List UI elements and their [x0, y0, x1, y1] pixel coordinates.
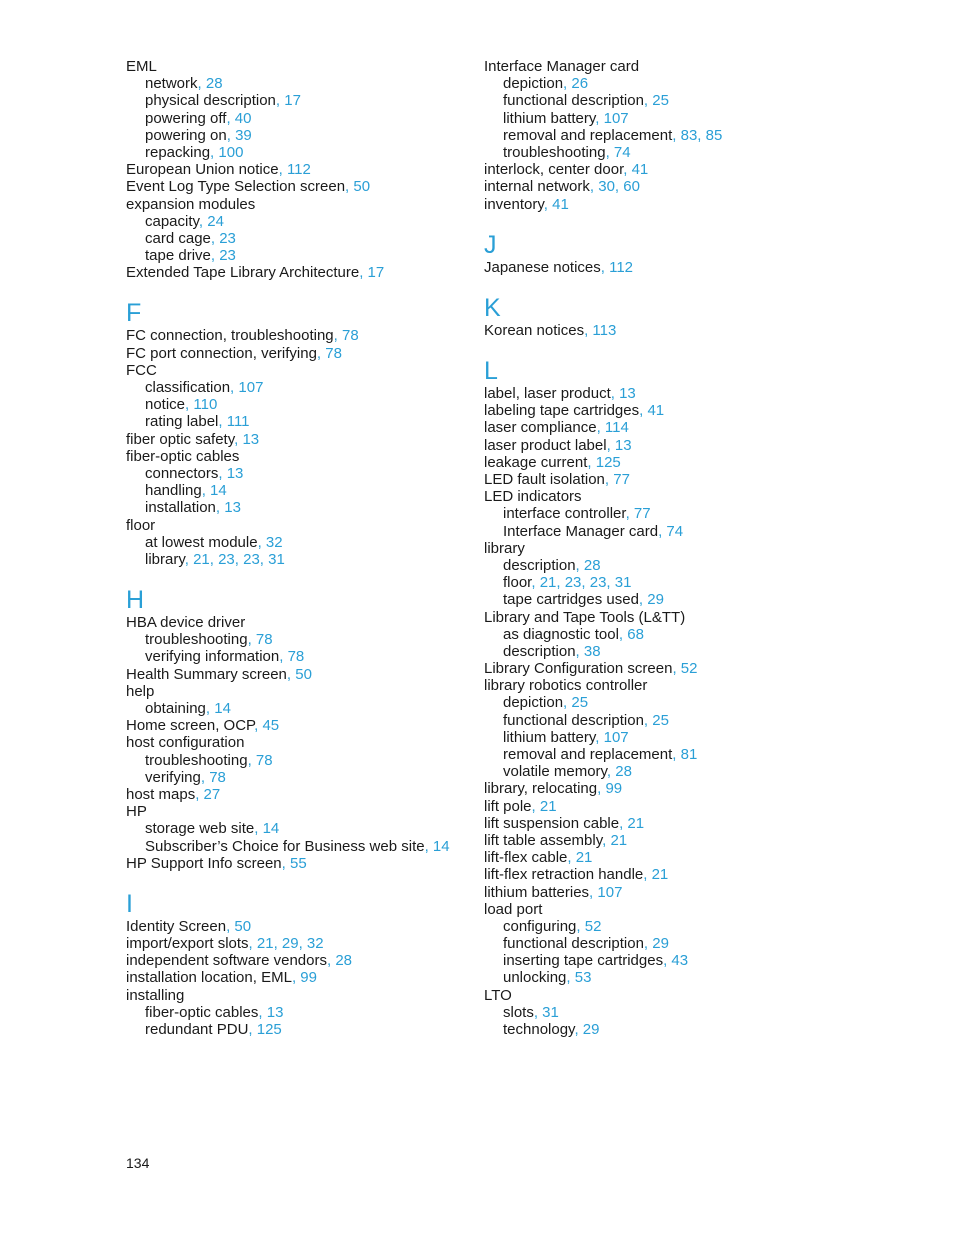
page-reference-link[interactable]: , 100 [210, 143, 244, 161]
index-subentry [484, 763, 844, 780]
page-reference-link[interactable]: , 14 [254, 820, 280, 838]
index-term: depiction [503, 694, 564, 712]
page-reference-link[interactable]: , 50 [286, 665, 312, 683]
index-term: removal and replacement [503, 746, 673, 763]
index-term: LED indicators [484, 488, 582, 506]
index-entry [484, 987, 844, 1004]
page-reference-link[interactable]: , 17 [359, 264, 385, 282]
index-term: powering off [145, 109, 227, 127]
page-reference-link[interactable]: , 125 [587, 453, 621, 471]
page-reference-link[interactable]: , 14 [205, 700, 231, 717]
index-term: FCC [126, 361, 157, 379]
index-term: connectors [145, 464, 219, 482]
page-reference-link[interactable]: , 38 [575, 642, 601, 660]
index-entry [484, 385, 844, 402]
index-subentry [484, 75, 844, 92]
index-entry [126, 952, 486, 969]
index-column-right [484, 58, 844, 1038]
index-term: capacity [145, 212, 199, 230]
index-entry [126, 345, 486, 362]
page-reference-link[interactable]: , 28 [575, 556, 601, 574]
index-entry [484, 884, 844, 901]
index-term: functional description [503, 92, 644, 110]
index-subentry [126, 534, 486, 551]
index-subentry [484, 918, 844, 935]
index-subentry [126, 247, 486, 264]
index-term: description [503, 556, 576, 574]
index-entry [126, 734, 486, 751]
page-reference-link[interactable]: , 21 [643, 866, 669, 884]
index-subentry [484, 694, 844, 711]
index-subentry [484, 574, 844, 591]
index-term: Korean notices [484, 321, 585, 339]
page-reference-link[interactable]: , 107 [230, 379, 264, 396]
index-subentry [484, 591, 844, 608]
index-column-left [126, 58, 486, 1038]
index-entry [126, 918, 486, 935]
index-term: classification [145, 379, 231, 396]
index-term: inserting tape cartridges [503, 952, 664, 970]
index-term: import/export slots [126, 935, 249, 953]
index-subentry [126, 820, 486, 837]
index-term: leakage current [484, 453, 588, 471]
page-reference-link[interactable]: , 113 [584, 321, 617, 339]
index-entry [126, 666, 486, 683]
page-reference-link[interactable]: , 78 [316, 344, 342, 362]
index-subentry [126, 482, 486, 499]
index-term: volatile memory [503, 763, 607, 781]
index-term: HP [126, 803, 147, 821]
page-reference-link[interactable]: , 29 [643, 935, 669, 953]
index-term: tape cartridges used [503, 591, 639, 609]
index-term: inventory [484, 195, 544, 213]
page-reference-link[interactable]: , 14 [424, 837, 450, 855]
index-term: installing [126, 986, 185, 1004]
index-entry [484, 196, 844, 213]
page-reference-link[interactable]: , 50 [345, 178, 371, 196]
index-subentry [126, 75, 486, 92]
index-subentry [126, 379, 486, 396]
index-term: library [145, 550, 185, 568]
index-term: network [145, 75, 198, 93]
index-term: rating label [145, 413, 219, 431]
page-reference-link[interactable]: , 27 [195, 785, 221, 803]
page-reference-link[interactable]: , 41 [639, 402, 665, 420]
index-section-letter: L [484, 357, 498, 386]
index-entry [484, 798, 844, 815]
index-entry [484, 454, 844, 471]
index-term: lift suspension cable [484, 814, 620, 832]
index-entry [126, 362, 486, 379]
page-reference-link[interactable]: , 17 [275, 92, 301, 110]
index-entry [126, 935, 486, 952]
index-term: verifying information [145, 648, 280, 666]
index-term: Event Log Type Selection screen [126, 178, 346, 196]
index-term: HP Support Info screen [126, 854, 282, 872]
index-subentry [126, 110, 486, 127]
index-term: Interface Manager card [484, 58, 640, 75]
index-term: physical description [145, 92, 276, 110]
page-reference-link[interactable]: , 28 [197, 75, 223, 93]
index-entry [126, 58, 486, 75]
page-reference-link[interactable]: , 32 [257, 533, 283, 551]
index-section-letter: J [484, 230, 497, 259]
index-entry [484, 437, 844, 454]
index-term: library robotics controller [484, 677, 648, 695]
index-entry [484, 660, 844, 677]
index-entry [126, 969, 486, 986]
index-entry [484, 780, 844, 797]
index-subentry [484, 557, 844, 574]
index-entry [126, 614, 486, 631]
index-subentry [126, 769, 486, 786]
index-term: lift-flex retraction handle [484, 866, 644, 884]
index-term: lithium batteries [484, 883, 590, 901]
index-entry [126, 717, 486, 734]
index-term: EML [126, 58, 157, 75]
index-term: fiber optic safety [126, 430, 235, 448]
page-reference-link[interactable]: , 21 [619, 814, 645, 832]
index-term: load port [484, 900, 543, 918]
index-entry [484, 609, 844, 626]
index-section-letter: H [126, 586, 145, 615]
index-subentry [126, 413, 486, 430]
index-entry [484, 58, 844, 75]
index-entry [126, 786, 486, 803]
page-reference-link[interactable]: , 99 [291, 969, 317, 987]
index-term: depiction [503, 75, 564, 93]
index-subentry [484, 523, 844, 540]
index-subentry [484, 505, 844, 522]
index-term: interface controller [503, 505, 626, 523]
index-term: library [484, 539, 525, 557]
page-reference-link[interactable]: , 25 [643, 92, 669, 110]
index-term: expansion modules [126, 195, 256, 213]
index-subentry [484, 969, 844, 986]
page-reference-link[interactable]: , 77 [625, 505, 651, 523]
index-subentry [126, 1004, 486, 1021]
index-term: functional description [503, 935, 644, 953]
index-term: notice [145, 396, 186, 414]
index-entry [484, 259, 844, 276]
index-section-letter: K [484, 293, 501, 322]
index-term: host maps [126, 785, 196, 803]
index-term: labeling tape cartridges [484, 402, 640, 420]
page-reference-link[interactable]: , 13 [218, 464, 244, 482]
page-reference-link[interactable]: , 43 [663, 952, 689, 970]
index-term: troubleshooting [145, 751, 248, 769]
page-reference-link[interactable]: , 21, 23, 23, 31 [184, 550, 285, 568]
index-entry [484, 540, 844, 557]
index-term: independent software vendors [126, 952, 327, 970]
page-reference-link[interactable]: , 53 [566, 969, 592, 987]
index-entry [126, 517, 486, 534]
page-reference-link[interactable]: , 21 [567, 849, 593, 867]
index-entry [484, 866, 844, 883]
index-term: verifying [145, 768, 201, 786]
index-term: troubleshooting [145, 631, 248, 649]
page-reference-link[interactable]: , 25 [643, 711, 669, 729]
page-reference-link[interactable]: , 21 [531, 797, 557, 815]
page-reference-link[interactable]: , 25 [563, 694, 589, 712]
index-subentry [484, 626, 844, 643]
index-subentry [484, 127, 844, 144]
page-reference-link[interactable]: , 45 [254, 717, 280, 735]
page-reference-link[interactable]: , 78 [247, 751, 273, 769]
index-term: internal network [484, 178, 590, 196]
index-term: floor [503, 574, 532, 592]
page-reference-link[interactable]: , 23 [210, 229, 236, 247]
index-subentry [484, 746, 844, 763]
index-term: installation location, EML [126, 969, 292, 987]
index-term: card cage [145, 229, 211, 247]
index-subentry [126, 499, 486, 516]
index-term: Japanese notices [484, 258, 601, 276]
page-reference-link[interactable]: , 24 [198, 212, 224, 230]
index-subentry [126, 92, 486, 109]
index-term: laser product label [484, 436, 607, 454]
page-reference-link[interactable]: , 41 [543, 195, 569, 213]
index-term: LTO [484, 986, 512, 1004]
page-reference-link[interactable]: , 74 [605, 143, 631, 161]
page-reference-link[interactable]: , 55 [281, 854, 307, 872]
page-reference-link[interactable]: , 40 [226, 109, 252, 127]
index-subentry [126, 551, 486, 568]
index-term: interlock, center door [484, 161, 624, 179]
index-term: installation [145, 499, 216, 517]
page-reference-link[interactable]: , 112 [278, 161, 311, 179]
index-entry [126, 683, 486, 700]
index-subentry [126, 838, 486, 855]
page-reference-link[interactable]: , 23 [210, 247, 236, 265]
index-term: storage web site [145, 820, 255, 838]
page-reference-link[interactable]: , 13 [606, 436, 632, 454]
index-term: tape drive [145, 247, 211, 265]
index-subentry [484, 952, 844, 969]
page-reference-link[interactable]: , 83, 85 [672, 126, 723, 144]
index-term: description [503, 642, 576, 660]
index-term: Library Configuration screen [484, 660, 673, 678]
page-reference-link[interactable]: , 13 [215, 499, 241, 517]
page-reference-link[interactable]: , 21, 23, 23, 31 [531, 574, 632, 592]
page-reference-link[interactable]: , 29 [574, 1021, 600, 1038]
index-entry [126, 987, 486, 1004]
page-reference-link[interactable]: , 78 [333, 327, 359, 345]
page-reference-link[interactable]: , 112 [600, 258, 633, 276]
index-entry [484, 471, 844, 488]
index-term: as diagnostic tool [503, 625, 619, 643]
index-term: label, laser product [484, 385, 611, 403]
index-entry [484, 815, 844, 832]
page-reference-link[interactable]: , 52 [576, 917, 602, 935]
index-term: lift pole [484, 797, 532, 815]
index-term: technology [503, 1021, 575, 1038]
index-subentry [484, 1004, 844, 1021]
index-term: lithium battery [503, 109, 596, 127]
index-term: library, relocating [484, 780, 598, 798]
page-reference-link[interactable]: , 13 [258, 1003, 284, 1021]
index-term: slots [503, 1003, 534, 1021]
page-reference-link[interactable]: , 107 [595, 728, 629, 746]
index-term: help [126, 682, 155, 700]
index-term: unlocking [503, 969, 567, 987]
page-reference-link[interactable]: , 13 [610, 385, 636, 403]
index-term: lift-flex cable [484, 849, 568, 867]
index-term: obtaining [145, 700, 206, 717]
index-subentry [126, 127, 486, 144]
index-term: Interface Manager card [503, 522, 659, 540]
index-subentry [126, 752, 486, 769]
index-term: Subscriber’s Choice for Business web site [145, 837, 425, 855]
index-term: FC port connection, verifying [126, 344, 317, 362]
index-subentry [126, 700, 486, 717]
page-reference-link[interactable]: , 28 [606, 763, 632, 781]
index-entry [484, 419, 844, 436]
index-term: removal and replacement [503, 126, 673, 144]
page-reference-link[interactable]: , 78 [247, 631, 273, 649]
index-subentry [484, 712, 844, 729]
index-term: functional description [503, 711, 644, 729]
index-term: lithium battery [503, 728, 596, 746]
index-term: fiber-optic cables [145, 1003, 259, 1021]
page-reference-link[interactable]: , 26 [563, 75, 589, 93]
index-entry [126, 264, 486, 281]
index-subentry [126, 213, 486, 230]
index-term: fiber-optic cables [126, 447, 240, 465]
index-entry [126, 431, 486, 448]
index-entry [484, 322, 844, 339]
index-subentry [126, 631, 486, 648]
index-entry [484, 832, 844, 849]
index-subentry [484, 643, 844, 660]
index-term: HBA device driver [126, 614, 246, 632]
index-entry [126, 448, 486, 465]
page-reference-link[interactable]: , 28 [326, 952, 353, 970]
index-subentry [126, 144, 486, 161]
page-reference-link[interactable]: , 110 [185, 396, 218, 414]
index-entry [126, 178, 486, 195]
page-reference-link[interactable]: , 107 [595, 109, 629, 127]
page-reference-link[interactable]: , 21 [602, 831, 628, 849]
page-reference-link[interactable]: , 68 [618, 625, 644, 643]
index-term: Extended Tape Library Architecture [126, 264, 360, 282]
index-term: host configuration [126, 734, 245, 752]
index-term: configuring [503, 917, 577, 935]
index-term: Health Summary screen [126, 665, 287, 683]
index-term: Identity Screen [126, 917, 227, 935]
index-term: Library and Tape Tools (L&TT) [484, 608, 686, 626]
page-reference-link[interactable]: , 107 [589, 883, 623, 901]
page-reference-link[interactable]: , 30, 60 [589, 178, 640, 196]
index-entry [484, 178, 844, 195]
page-reference-link[interactable]: , 50 [226, 917, 252, 935]
page-reference-link[interactable]: , 29 [638, 591, 664, 609]
index-term: European Union notice [126, 161, 279, 179]
index-term: handling [145, 482, 202, 500]
index-subentry [484, 1021, 844, 1038]
index-section-letter: I [126, 889, 133, 918]
page-reference-link[interactable]: , 81 [672, 746, 698, 763]
index-term: repacking [145, 143, 211, 161]
page-reference-link[interactable]: , 31 [533, 1003, 559, 1021]
index-subentry [484, 92, 844, 109]
page-reference-link[interactable]: , 74 [658, 522, 684, 540]
index-term: powering on [145, 126, 227, 144]
index-subentry [484, 144, 844, 161]
index-term: redundant PDU [145, 1021, 249, 1038]
index-subentry [484, 110, 844, 127]
page-reference-link[interactable]: , 111 [218, 413, 250, 431]
index-entry [126, 161, 486, 178]
page-reference-link[interactable]: , 78 [279, 648, 305, 666]
index-term: lift table assembly [484, 831, 603, 849]
index-subentry [126, 648, 486, 665]
index-term: laser compliance [484, 419, 597, 437]
index-term: floor [126, 516, 156, 534]
page-reference-link[interactable]: , 52 [672, 660, 698, 678]
page-number: 134 [126, 1155, 150, 1171]
index-subentry [126, 230, 486, 247]
page-reference-link[interactable]: , 99 [597, 780, 623, 798]
index-section-letter: F [126, 299, 142, 328]
page-reference-link[interactable]: , 114 [596, 419, 629, 437]
index-entry [126, 327, 486, 344]
page-reference-link[interactable]: , 78 [200, 768, 226, 786]
index-term: at lowest module [145, 533, 258, 551]
index-entry [126, 855, 486, 872]
index-term: LED fault isolation [484, 471, 605, 488]
page-reference-link[interactable]: , 41 [623, 161, 649, 179]
index-entry [484, 161, 844, 178]
page-reference-link[interactable]: , 125 [248, 1021, 282, 1038]
index-entry [126, 803, 486, 820]
index-subentry [126, 465, 486, 482]
index-entry [484, 901, 844, 918]
page-reference-link[interactable]: , 39 [226, 126, 252, 144]
page-reference-link[interactable]: , 77 [604, 471, 630, 488]
page-reference-link[interactable]: , 13 [234, 430, 260, 448]
index-entry [484, 677, 844, 694]
index-subentry [484, 935, 844, 952]
index-entry [484, 488, 844, 505]
index-entry [484, 849, 844, 866]
index-term: troubleshooting [503, 143, 606, 161]
page-reference-link[interactable]: , 21, 29, 32 [248, 935, 324, 953]
index-subentry [126, 396, 486, 413]
index-subentry [126, 1021, 486, 1038]
index-term: Home screen, OCP [126, 717, 255, 735]
index-entry [126, 196, 486, 213]
index-term: FC connection, troubleshooting [126, 327, 334, 345]
page-reference-link[interactable]: , 14 [201, 482, 227, 500]
index-subentry [484, 729, 844, 746]
index-entry [484, 402, 844, 419]
